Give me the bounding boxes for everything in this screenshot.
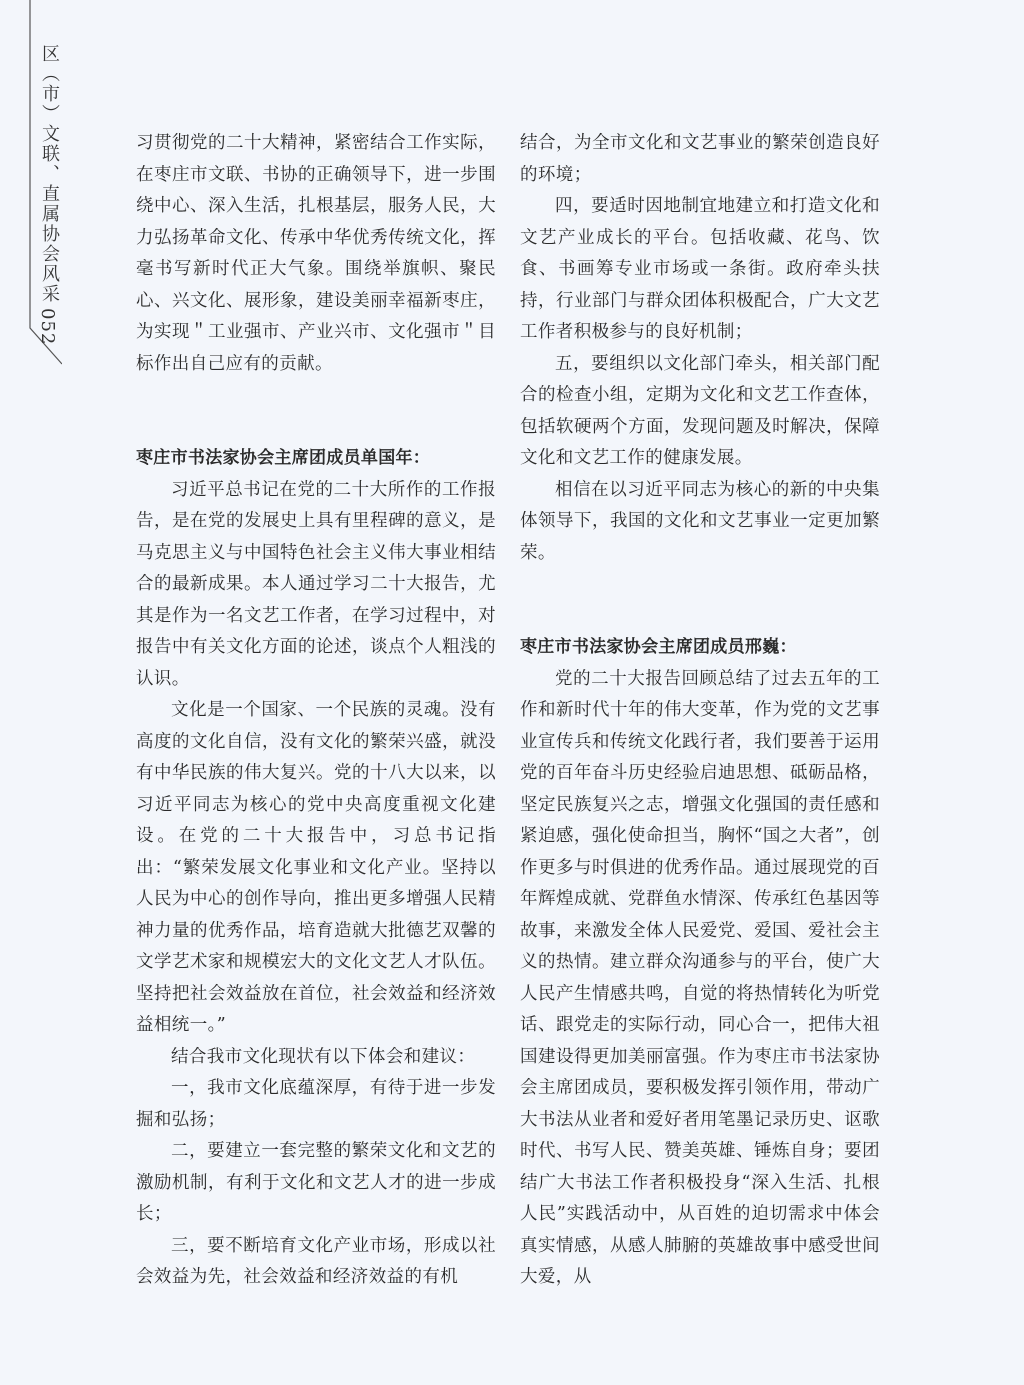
page-number: 052 bbox=[37, 308, 58, 346]
body-paragraph: 一，我市文化底蕴深厚，有待于进一步发掘和弘扬； bbox=[136, 1078, 496, 1130]
right-column bbox=[520, 128, 880, 1294]
body-paragraph: 五，要组织以文化部门牵头，相关部门配合的检查小组，定期为文化和文艺工作查体，包括软硬两个方面，发现问题及时解决，保障文化和文艺工作的健康发展。 bbox=[520, 353, 880, 468]
body-paragraph: 二，要建立一套完整的繁荣文化和文艺的激励机制，有利于文化和文艺人才的进一步成长； bbox=[136, 1141, 496, 1224]
section-heading: 枣庄市书法家协会主席团成员邢巍： bbox=[520, 637, 797, 657]
left-column bbox=[136, 128, 496, 1294]
spacer bbox=[520, 569, 880, 632]
body-paragraph: 党的二十大报告回顾总结了过去五年的工作和新时代十年的伟大变革，作为党的文艺事业宣传兵和传统文化践行者，我们要善于运用党的百年奋斗历史经验启迪思想、砥砺品格，坚定民族复兴之志，增强文化强国的责任感和紧迫感，强化使命担当，胸怀“国之大者”，创作更多与时俱进的优秀作品。通过展现党的百年辉煌成就、党群鱼水情深、传承红色基因等故事，来激发全体人民爱党、爱国、爱社会主义的热情。建立群众沟通参与的平台，使广大人民产生情感共鸣，自觉的将热情转化为听党话、跟党走的实际行动，同心合一，把伟大祖国建设得更加美丽富强。作为枣庄市书法家协会主席团成员，要积极发挥引领作用，带动广大书法从业者和爱好者用笔墨记录历史、讴歌时代、书写人民、赞美英雄、锤炼自身；要团结广大书法工作者积极投身“深入生活、扎根人民”实践活动中，从百姓的迫切需求中体会真实情感，从感人肺腑的英雄故事中感受世间大爱，从 bbox=[520, 668, 880, 1287]
section-title: 区（市）文联、直属协会风采 bbox=[39, 44, 60, 304]
body-paragraph: 文化是一个国家、一个民族的灵魂。没有高度的文化自信，没有文化的繁荣兴盛，就没有中华民族的伟大复兴。党的十八大以来，以习近平同志为核心的党中央高度重视文化建设。在党的二十大报告中，习总书记指出：“繁荣发展文化事业和文化产业。坚持以人民为中心的创作导向，推出更多增强人民精神力量的优秀作品，培育造就大批德艺双馨的文学艺术家和规模宏大的文化文艺人才队伍。坚持把社会效益放在首位，社会效益和经济效益相统一。” bbox=[136, 700, 496, 1035]
section-heading: 枣庄市书法家协会主席团成员单国年： bbox=[136, 448, 431, 468]
spacer bbox=[136, 380, 496, 443]
continuation-paragraph: 结合，为全市文化和文艺事业的繁荣创造良好的环境； bbox=[520, 133, 880, 185]
body-paragraph: 习近平总书记在党的二十大所作的工作报告，是在党的发展史上具有里程碑的意义，是马克思主义与中国特色社会主义伟大事业相结合的最新成果。本人通过学习二十大报告，尤其是作为一名文艺工作者，在学习过程中，对报告中有关文化方面的论述，谈点个人粗浅的认识。 bbox=[136, 479, 496, 689]
body-paragraph: 结合我市文化现状有以下体会和建议： bbox=[171, 1046, 476, 1067]
body-paragraph: 相信在以习近平同志为核心的新的中央集体领导下，我国的文化和文艺事业一定更加繁荣。 bbox=[520, 479, 880, 563]
intro-paragraph: 习贯彻党的二十大精神，紧密结合工作实际，在枣庄市文联、书协的正确领导下，进一步围绕中心、深入生活，扎根基层，服务人民，大力弘扬革命文化、传承中华优秀传统文化，挥毫书写新时代正大气象。围绕举旗帜、聚民心、兴文化、展形象，建设美丽幸福新枣庄，为实现＂工业强市、产业兴市、文化强市＂目标作出自己应有的贡献。 bbox=[136, 133, 496, 374]
body-paragraph: 三，要不断培育文化产业市场，形成以社会效益为先，社会效益和经济效益的有机 bbox=[136, 1235, 496, 1287]
body-paragraph: 四，要适时因地制宜地建立和打造文化和文艺产业成长的平台。包括收藏、花鸟、饮食、书画筹专业市场或一条街。政府牵头扶持，行业部门与群众团体积极配合，广大文艺工作者积极参与的良好机制； bbox=[520, 196, 880, 342]
